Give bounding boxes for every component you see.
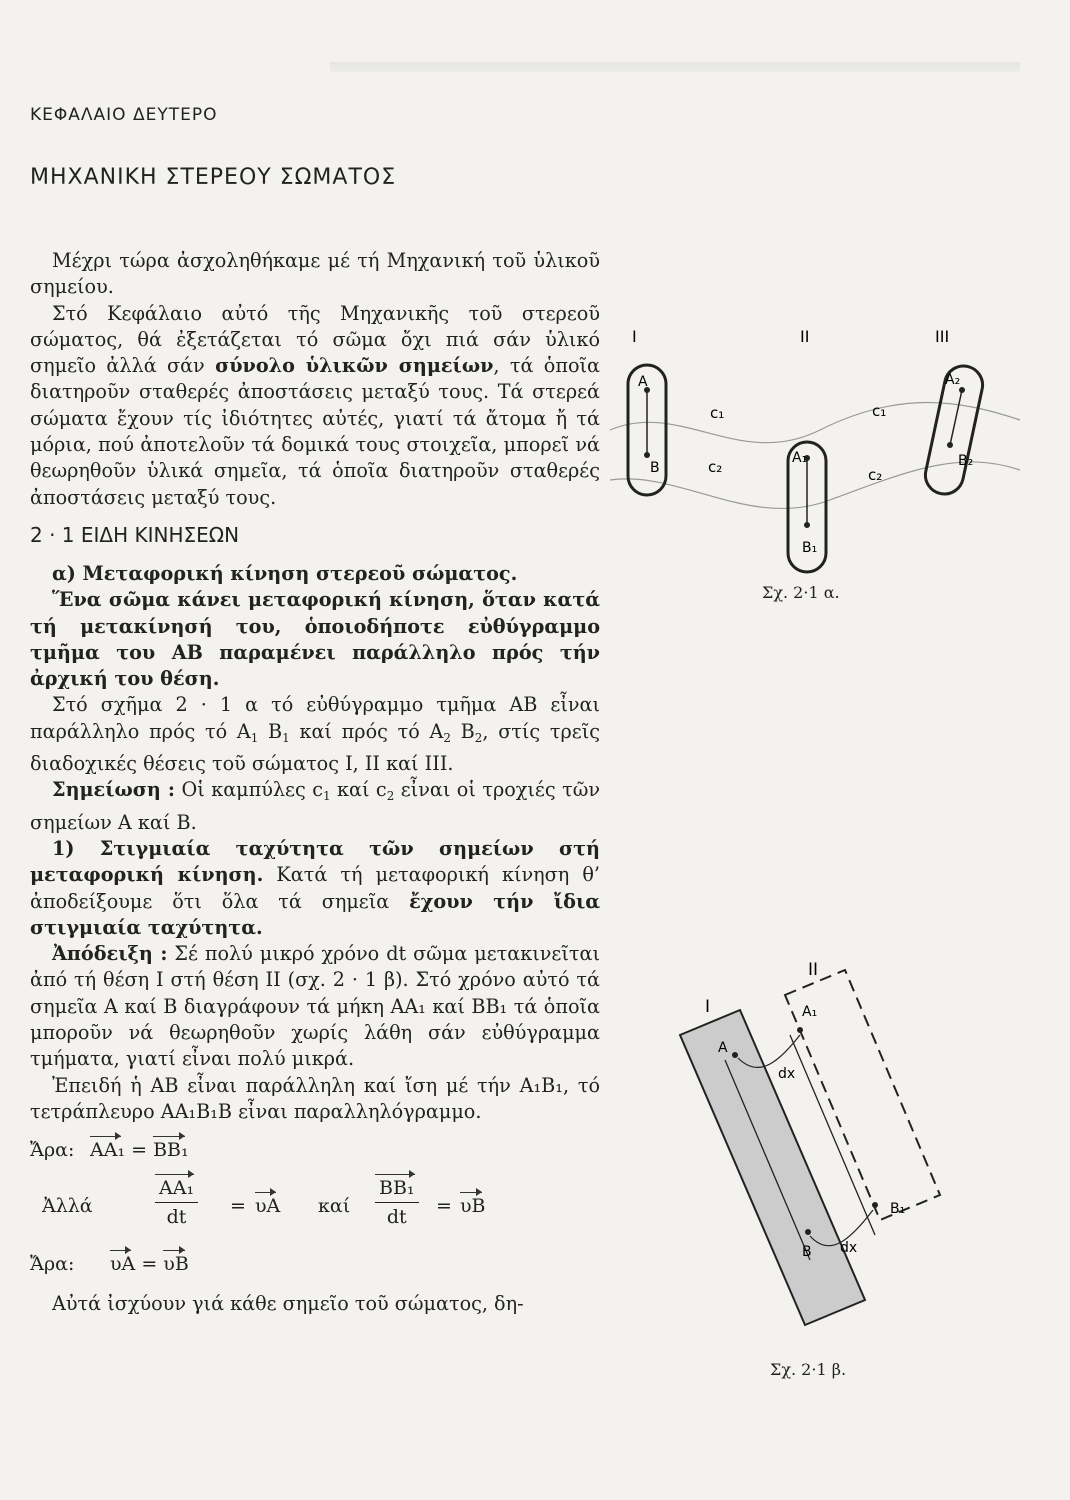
figure-beta-caption: Σχ. 2·1 β. [770, 1360, 847, 1379]
last-line: Αὐτά ἰσχύουν γιά κάθε σημεῖο τοῦ σώματος, δη- [52, 1292, 524, 1316]
figure-alpha-caption: Σχ. 2·1 α. [762, 583, 840, 602]
main-column [30, 105, 600, 1318]
svg-text:A: A [718, 1040, 728, 1056]
svg-text:A₁: A₁ [802, 1004, 818, 1020]
intro-para-2: Στό Κεφάλαιο αὐτό τῆς Μηχανικῆς τοῦ στερεοῦ σώματος, θά ἐξετάζεται τό σῶμα ὄχι πιά σάν ὑλικό σημεῖο ἀλλά σάν σύνολο ὑλικῶν σημείων, τά ὁποῖα διατηροῦν σταθερές ἀποστάσεις μεταξύ τους. Τά στερεά σώματα ἔχουν τίς ἰδιότητες αὐτές, γιατί τά ἄτομα ἤ τά μόρια, πού ἀποτελοῦν τά δομικά τους στοιχεῖα, μπορεῖ νά θεωρηθοῦν ὑλικά σημεῖα, τά ὁποῖα διατηροῦν σταθερές ἀποστάσεις μεταξύ τους. [30, 301, 600, 509]
svg-text:B: B [650, 460, 660, 476]
svg-text:c₁: c₁ [872, 402, 887, 420]
position-III-label: III [935, 327, 950, 346]
svg-text:II: II [808, 960, 819, 980]
svg-text:A₂: A₂ [945, 372, 961, 388]
item1-para: 1) Στιγμιαία ταχύτητα τῶν σημείων στή μεταφορική κίνηση. Κατά τή μεταφορική κίνηση θ’ ἀποδείξουμε ὅτι ὅλα τά σημεῖα ἔχουν τήν ἴδια στιγμιαία ταχύτητα. [30, 836, 601, 939]
equation-1: Ἄρα: ΑΑ₁ = ΒΒ₁ [30, 1139, 189, 1162]
chapter-title: ΜΗΧΑΝΙΚΗ ΣΤΕΡΕΟΥ ΣΩΜΑΤΟΣ [30, 165, 397, 190]
svg-text:dx: dx [778, 1066, 796, 1082]
svg-text:B₁: B₁ [802, 540, 818, 556]
intro-bold: σύνολο ὑλικῶν σημείων [215, 354, 494, 378]
position-I-label: I [632, 327, 637, 346]
proof-para: Ἀπόδειξη : Σέ πολύ μικρό χρόνο dt σῶμα μετακινεῖται ἀπό τή θέση Ι στή θέση ΙΙ (σχ. 2 · 1 β). Στό χρόνο αὐτό τά σημεῖα Α καί Β διαγράφουν τά μήκη ΑΑ₁ καί ΒΒ₁ τά ὁποῖα μποροῦν νά θεωρηθοῦν χωρίς λάθη σάν εὐθύγραμμα τμήματα, γιατί εἶναι πολύ μικρά. [30, 942, 600, 1071]
equation-2: Ἀλλά $\frac{\text{ΑΑ₁}}{dt}$ = υA καί $\frac{\text{ΒΒ₁}}{dt}$ = υB [42, 1177, 486, 1229]
svg-text:B₁: B₁ [890, 1201, 906, 1217]
svg-text:I: I [705, 997, 711, 1017]
svg-text:A₁: A₁ [792, 450, 808, 466]
svg-text:c₂: c₂ [868, 466, 883, 484]
note-para: Σημείωση : Οἱ καμπύλες $c_1$ καί $c_2$ εἶναι οἱ τροχιές τῶν σημείων Α καί Β. [30, 778, 601, 834]
section-heading: 2 · 1 ΕΙΔΗ ΚΙΝΗΣΕΩΝ [30, 522, 240, 547]
svg-text:dx: dx [840, 1240, 858, 1256]
figure-reference-para: Στό σχῆμα 2 · 1 α τό εὐθύγραμμο τμῆμα ΑΒ εἶναι παράλληλο πρός τό $A_1$ $B_1$ καί πρός τό $A_2$ $B_2$, στίς τρεῖς διαδοχικές θέσεις τοῦ σώματος Ι, ΙΙ καί ΙΙΙ. [30, 693, 601, 776]
figure-2-1-beta [640, 940, 960, 1340]
faded-header-rule [330, 62, 1020, 72]
body-position-I [680, 1010, 865, 1325]
chapter-heading: ΚΕΦΑΛΑΙΟ ΔΕΥΤΕΡΟ [30, 105, 218, 125]
figure-2-1-alpha [600, 320, 1030, 620]
position-II-label: II [800, 327, 810, 346]
definition-para: Ἕνα σῶμα κάνει μεταφορική κίνηση, ὅταν κατά τή μετακίνησή του, ὁποιοδήποτε εὐθύγραμμο τμῆμα του ΑΒ παραμένει παράλληλο πρός τήν ἀρχική του θέση. [30, 588, 600, 691]
svg-text:A: A [638, 374, 648, 390]
parallelogram-para: Ἐπειδή ἡ ΑΒ εἶναι παράλληλη καί ἴση μέ τήν Α₁Β₁, τό τετράπλευρο ΑΑ₁Β₁Β εἶναι παραλληλόγραμμο. [30, 1073, 600, 1123]
svg-text:c₁: c₁ [710, 404, 725, 422]
svg-text:B₂: B₂ [958, 453, 974, 469]
equation-3: Ἄρα: υA = υB [30, 1253, 189, 1276]
svg-text:c₂: c₂ [708, 458, 723, 476]
intro-para-1: Μέχρι τώρα ἀσχοληθήκαμε μέ τή Μηχανική τοῦ ὑλικοῦ σημείου. [30, 249, 600, 299]
svg-text:B: B [802, 1244, 812, 1260]
subsection-heading: α) Μεταφορική κίνηση στερεοῦ σώματος. [52, 561, 518, 585]
